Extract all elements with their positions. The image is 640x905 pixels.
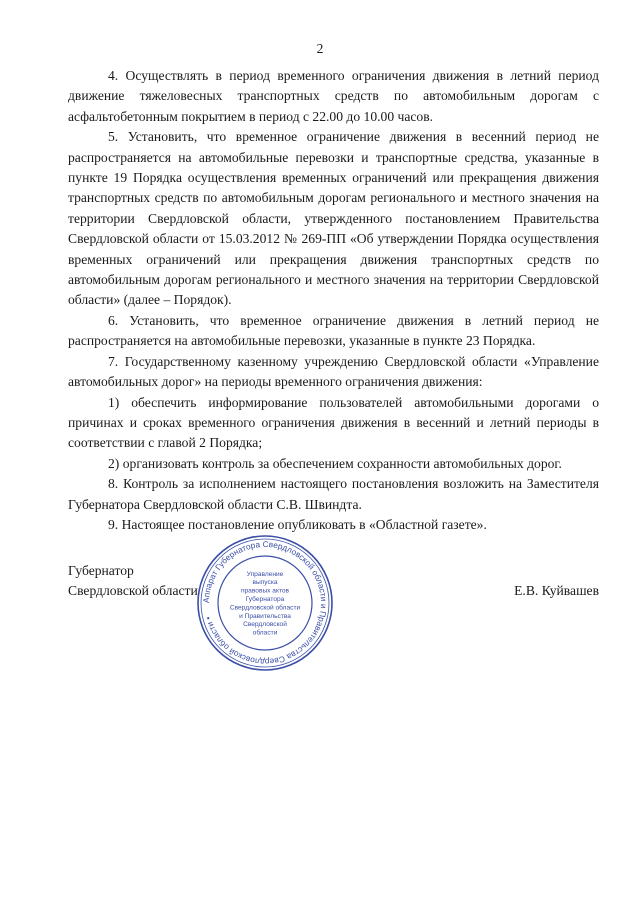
paragraph-7: 7. Государственному казенному учреждению Свердловской области «Управление автомобильных дорог» на периоды временного ограничения движения: <box>68 353 599 390</box>
paragraph-7-item-1: 1) обеспечить информирование пользователей автомобильными дорогами о причинах и сроках временного ограничения движения в весенний и летний периоды в соответствии с главой 2 Порядка; <box>68 394 599 451</box>
seal-ring-text: Аппарат Губернатора Свердловской области и Правительства Свердловской области • <box>200 538 330 668</box>
seal-center-line: Управление <box>246 570 284 578</box>
paragraph-5: 5. Установить, что временное ограничение движения в весенний период не распространяется на автомобильные перевозки и транспортные средства, указанные в пункте 19 Порядка осуществления временных ограничений или прекращения движения транспортных средств по автомобильным дорогам регионального и местного значения на территории Свердловской области, утвержденного постановлением Правительства Свердловской области от 15.03.2012 № 269-ПП «Об утверждении Порядка осуществления временных ограничений или прекращения движения транспортных средств по автомобильным дорогам регионального и местного значения на территории Свердловской области» (далее – Порядок). <box>68 129 599 308</box>
paragraph-9: 9. Настоящее постановление опубликовать в «Областной газете». <box>108 516 487 532</box>
signature-name: Е.В. Куйвашев <box>514 583 599 598</box>
paragraph-8: 8. Контроль за исполнением настоящего постановления возложить на Заместителя Губернатора Свердловской области С.В. Швиндта. <box>68 476 599 512</box>
paragraph-7-item-2: 2) организовать контроль за обеспечением сохранности автомобильных дорог. <box>108 455 562 471</box>
signature-position-line2: Свердловской области <box>68 583 198 598</box>
seal-center-line: правовых актов <box>240 587 290 595</box>
seal-center-line: области <box>252 629 278 637</box>
seal-center-line: выпуска <box>252 579 278 587</box>
document-body <box>68 66 599 535</box>
seal-center-line: и Правительства <box>239 612 291 620</box>
seal-center-line: Свердловской <box>243 621 287 629</box>
seal-center-line: Свердловской области <box>229 604 301 612</box>
official-seal-stamp <box>195 533 335 673</box>
page-number: 2 <box>316 41 324 56</box>
paragraph-6: 6. Установить, что временное ограничение движения в летний период не распространяется на автомобильные перевозки, указанные в пункте 23 Порядка. <box>68 312 599 349</box>
seal-center-line: Губернатора <box>245 596 285 603</box>
paragraph-4: 4. Осуществлять в период временного ограничения движения в летний период движение тяжеловесных транспортных средств по автомобильным дорогам с асфальтобетонным покрытием в период с 22.00 до 10.00 часов. <box>68 68 599 124</box>
signature-position-line1: Губернатор <box>68 563 134 578</box>
